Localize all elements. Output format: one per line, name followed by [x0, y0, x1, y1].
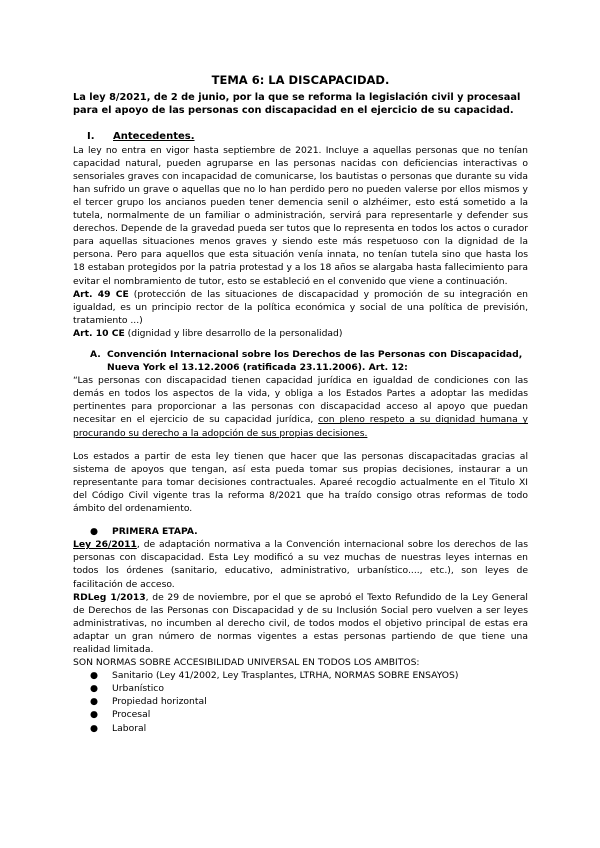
page-title: TEMA 6: LA DISCAPACIDAD. — [211, 73, 390, 87]
subsection-title: Convención Internacional sobre los Derechos de las Personas con Discapacidad, Nueva York el 13.12.2006 (ratificada 23.11.2006). Art. 12: — [107, 349, 523, 374]
list-item — [90, 708, 528, 721]
section-title: Antecedentes. — [113, 130, 195, 142]
document-body — [73, 74, 528, 735]
quote-text: “Las personas con discapacidad tienen capacidad jurídica en igualdad de condiciones con las demás en todos los aspectos de la vida, y obliga a los Estados Partes a adoptar las medidas pertinentes para proporcionar a las personas con discapacidad acceso al apoyo que puedan necesitar en el ejercicio de su capacidad jurídica, — [73, 375, 528, 426]
list-item-label: Procesal — [112, 709, 151, 721]
ambitos-list — [73, 669, 528, 734]
list-item — [90, 682, 528, 695]
list-item — [90, 722, 528, 735]
quote-underlined-text: con pleno respeto a su dignidad humana y procurando su derecho a la adopción de sus propias decisiones. — [73, 414, 528, 439]
list-item-label: Propiedad horizontal — [112, 696, 207, 708]
section-heading-antecedentes — [87, 130, 528, 143]
bullet-icon: ● — [90, 709, 99, 721]
ley-26-2011-paragraph — [73, 538, 528, 590]
list-item-label: Sanitario (Ley 41/2002, Ley Trasplantes, LTRHA, NORMAS SOBRE ENSAYOS) — [112, 670, 459, 682]
subsection-heading-convencion — [90, 348, 528, 374]
normas-heading: SON NORMAS SOBRE ACCESIBILIDAD UNIVERSAL EN TODOS LOS AMBITOS: — [73, 657, 420, 669]
rdleg-label: RDLeg 1/2013 — [73, 591, 146, 603]
etapa-heading — [90, 525, 528, 538]
subsection-letter: A. — [90, 349, 101, 360]
ley-text: , de adaptación normativa a la Convención internacional sobre los derechos de las personas con discapacidad. Esta Ley modificó a su vez muchas de nuestras leyes internas en todos los órdenes (sanitario, educativo, administrativo, urbanístico...., etc.), son leyes de facilitación de acceso. — [73, 539, 528, 590]
subtitle: La ley 8/2021, de 2 de junio, por la que se reforma la legislación civil y procesaal para el apoyo de las personas con discapacidad en el ejercicio de su capacidad. — [73, 92, 521, 117]
bullet-icon: ● — [90, 683, 99, 695]
bullet-icon: ● — [90, 670, 99, 682]
convention-quote — [73, 374, 528, 439]
art49-paragraph — [73, 288, 528, 327]
section-number: I. — [87, 130, 95, 142]
art10-label: Art. 10 CE — [73, 327, 125, 339]
spacer — [73, 440, 528, 450]
ley-label: Ley 26/2011 — [73, 539, 137, 551]
bullet-icon: ● — [90, 722, 99, 734]
rdleg-text: , de 29 de noviembre, por el que se aprobó el Texto Refundido de la Ley General de Derechos de las Personas con Discapacidad y de su Inclusión Social pero vuelven a ser leyes administrativas, no incumben al derecho civil, de todos modos el objetivo principal de estas era adaptar un gran número de normas vigentes a estas personas partiendo de que tiene una realidad limitada. — [73, 591, 528, 655]
art49-label: Art. 49 CE — [73, 288, 129, 300]
list-item — [90, 695, 528, 708]
estados-paragraph: Los estados a partir de esta ley tienen que hacer que las personas discapacitadas gracias al sistema de apoyos que tengan, así esta pueda tomar sus propias decisiones, instaurar a un representante para tomar decisiones contractuales. Apareé recogdio actualmente en el Titulo XI del Código Civil vigente tras la reforma 8/2021 que ha traído consigo otras reformas de todo ámbito del ordenamiento. — [73, 450, 528, 515]
art10-text: (dignidad y libre desarrollo de la personalidad) — [124, 327, 343, 339]
art10-paragraph — [73, 327, 528, 340]
bullet-icon: ● — [90, 696, 99, 708]
list-item-label: Urbanístico — [112, 683, 164, 695]
antecedentes-paragraph: La ley no entra en vigor hasta septiembre de 2021. Incluye a aquellas personas que no tenían capacidad natural, pueden agruparse en las personas nacidas con deficiencias interactivas o sensoriales graves con incapacidad de comunicarse, los bautistas o personas que durante su vida han sufrido un grave o aquellas que no lo han perdido pero no pueden valerse por ellos mismos y el tercer grupo los ancianos pueden tener demencia senil o alzhéimer, esto está sometido a la tutela, normalmente de un familiar o administración, servirá para representarle y defender sus derechos. Depende de la gravedad pueda ser tutos que lo representa en todos los actos o curador para aquellas situaciones menos graves y siendo este más respetuoso con la dignidad de la persona. Pero para aquellos que esta situación venía innata, no tenían tutela sino que hasta los 18 estaban protegidos por la patria protestad y a los 18 años se alargaba hasta fallecimiento para evitar el nombramiento de tutor, esto se estableció en el convenido que viene a continuación. — [73, 144, 528, 287]
list-item-label: Laboral — [112, 722, 147, 734]
list-item — [90, 669, 528, 682]
rdleg-paragraph — [73, 591, 528, 656]
bullet-icon: ● — [90, 526, 99, 538]
etapa-title: PRIMERA ETAPA. — [112, 526, 198, 538]
spacer — [73, 515, 528, 525]
art49-text: (protección de las situaciones de discapacidad y promoción de su integración en igualdad, es un principio rector de la política económica y social de una política de previsión, tratamiento ...) — [73, 288, 528, 326]
